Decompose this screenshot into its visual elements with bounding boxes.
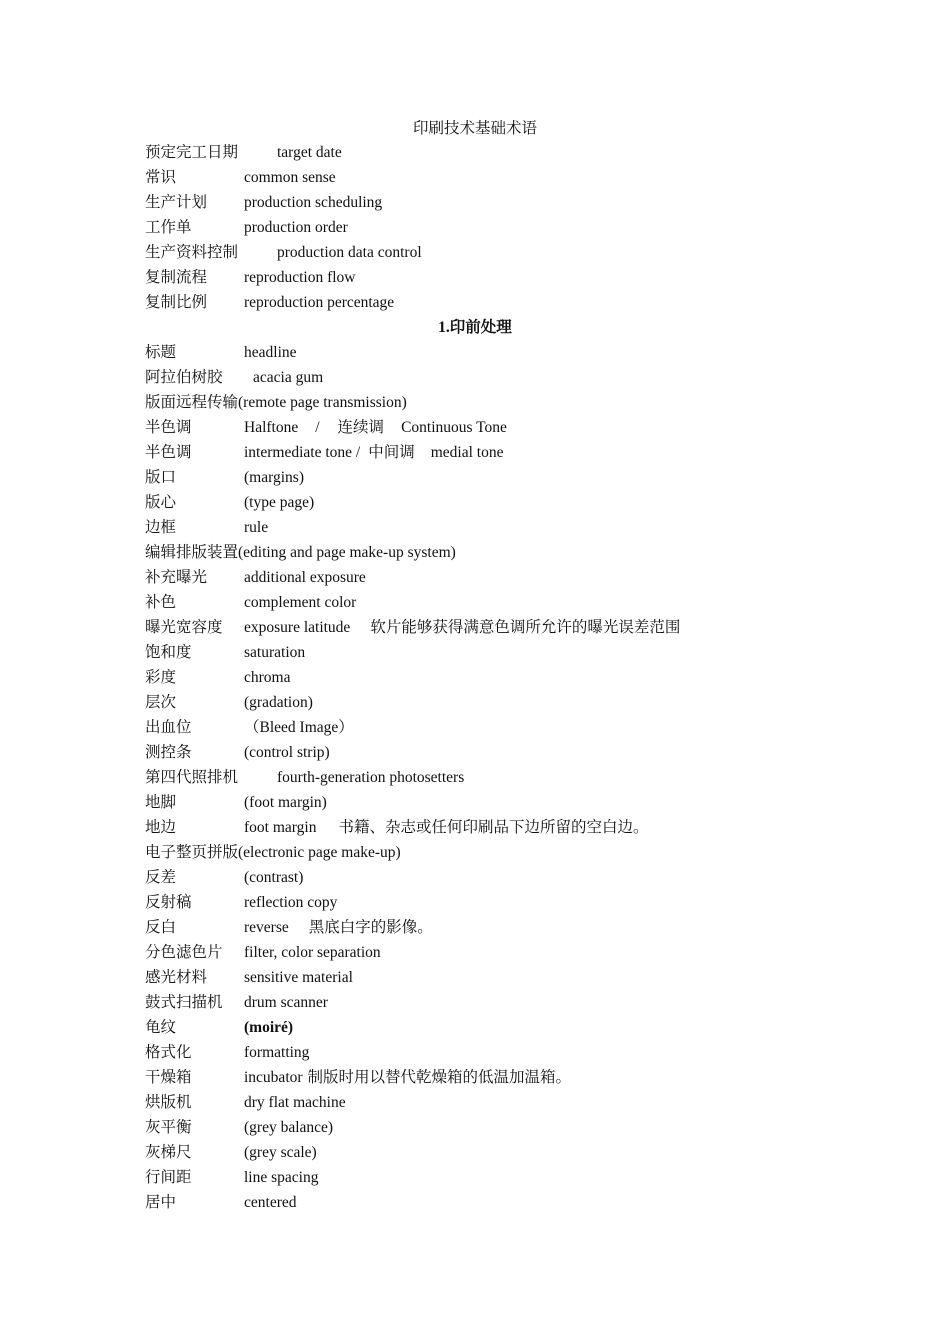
term-zh: 感光材料 — [145, 969, 208, 986]
term-row — [145, 1191, 297, 1215]
term-zh: 反射稿 — [145, 894, 192, 911]
term-zh: 半色调 — [145, 444, 192, 461]
term-en-alt: medial tone — [430, 444, 504, 461]
term-zh: 常识 — [145, 169, 177, 186]
term-row — [145, 216, 348, 240]
term-en: target date — [277, 144, 342, 161]
term-en: reverse — [244, 919, 289, 936]
term-zh: 出血位 — [145, 719, 192, 736]
term-en: (margins) — [244, 469, 304, 486]
term-row — [145, 1091, 346, 1115]
term-en: (foot margin) — [244, 794, 327, 811]
term-zh-alt: 连续调 — [337, 419, 385, 436]
term-zh: 复制流程 — [145, 269, 208, 286]
term-row — [145, 666, 290, 690]
term-zh: 半色调 — [145, 419, 192, 436]
term-zh: 版心 — [145, 494, 177, 511]
term-en: exposure latitude — [244, 619, 351, 636]
term-separator: / — [315, 419, 320, 436]
term-row — [145, 441, 503, 465]
document-title: 印刷技术基础术语 — [412, 120, 537, 137]
term-zh: 层次 — [145, 694, 177, 711]
term-en: complement color — [244, 594, 357, 611]
term-row — [145, 866, 303, 890]
term-en: foot margin — [244, 819, 317, 836]
term-row — [145, 266, 355, 290]
term-en: (electronic page make-up) — [238, 844, 401, 861]
term-zh: 工作单 — [145, 219, 192, 236]
term-en: dry flat machine — [244, 1094, 346, 1111]
term-note: 黑底白字的影像。 — [308, 919, 433, 936]
term-row — [145, 791, 327, 815]
term-row — [145, 1066, 571, 1090]
term-zh: 曝光宽容度 — [145, 619, 223, 636]
term-zh: 灰梯尺 — [145, 1144, 192, 1161]
term-en: fourth-generation photosetters — [277, 769, 465, 786]
term-row — [145, 291, 394, 315]
term-row — [145, 816, 648, 840]
term-en: (gradation) — [244, 694, 313, 711]
section-heading: 1.印前处理 — [438, 319, 512, 336]
term-row — [145, 491, 314, 515]
term-en: acacia gum — [253, 369, 324, 386]
term-zh: 地脚 — [145, 794, 177, 811]
term-zh: 电子整页拼版 — [145, 844, 239, 861]
term-en: sensitive material — [244, 969, 353, 986]
term-note: 软片能够获得满意色调所允许的曝光误差范围 — [370, 619, 681, 636]
term-en: (remote page transmission) — [238, 394, 407, 411]
term-zh: 第四代照排机 — [145, 769, 239, 786]
term-row — [145, 241, 422, 265]
term-zh: 生产计划 — [145, 194, 208, 211]
term-row — [145, 941, 381, 965]
term-zh: 编辑排版装置 — [145, 544, 239, 561]
term-en: saturation — [244, 644, 306, 661]
term-en: incubator — [244, 1069, 303, 1086]
term-row — [145, 1166, 318, 1190]
term-row — [145, 641, 305, 665]
term-zh: 居中 — [145, 1194, 177, 1211]
term-en: (control strip) — [244, 744, 330, 761]
term-zh: 生产资料控制 — [145, 244, 239, 261]
term-row — [145, 1141, 317, 1165]
term-row — [145, 1016, 293, 1040]
term-zh: 格式化 — [145, 1044, 192, 1061]
term-en: intermediate tone / — [244, 444, 361, 461]
term-en: headline — [244, 344, 297, 361]
term-row — [145, 566, 366, 590]
term-row — [145, 516, 268, 540]
term-row — [145, 191, 382, 215]
term-zh: 鼓式扫描机 — [145, 994, 223, 1011]
term-en: production order — [244, 219, 348, 236]
term-row — [145, 991, 328, 1015]
term-en: additional exposure — [244, 569, 366, 586]
term-zh: 复制比例 — [145, 294, 208, 311]
term-row — [145, 366, 323, 390]
term-row — [145, 691, 313, 715]
term-row — [145, 416, 507, 440]
term-row — [145, 966, 353, 990]
term-zh: 补充曝光 — [145, 569, 208, 586]
term-en: production scheduling — [244, 194, 383, 211]
term-row — [145, 591, 356, 615]
term-note: 书籍、杂志或任何印刷品下边所留的空白边。 — [338, 819, 649, 836]
term-row — [145, 1041, 309, 1065]
term-zh: 饱和度 — [145, 644, 192, 661]
term-en: formatting — [244, 1044, 310, 1061]
term-zh: 烘版机 — [145, 1094, 192, 1111]
term-row — [145, 741, 330, 765]
term-zh: 龟纹 — [145, 1019, 177, 1036]
term-zh: 版口 — [145, 469, 177, 486]
term-row — [145, 166, 336, 190]
term-en: Halftone — [244, 419, 299, 436]
term-en: (editing and page make-up system) — [238, 544, 456, 561]
term-zh: 反差 — [145, 869, 177, 886]
term-en: （Bleed Image） — [244, 719, 354, 736]
term-en: (moiré) — [244, 1019, 294, 1036]
term-en: (contrast) — [244, 869, 304, 886]
term-en-alt: Continuous Tone — [401, 419, 507, 436]
term-zh: 边框 — [145, 519, 177, 536]
term-row — [145, 541, 456, 565]
term-en: (type page) — [244, 494, 315, 511]
term-row — [145, 916, 433, 940]
term-en: line spacing — [244, 1169, 319, 1186]
term-en: chroma — [244, 669, 291, 686]
term-row — [145, 1116, 333, 1140]
term-zh: 行间距 — [145, 1169, 192, 1186]
term-en: common sense — [244, 169, 336, 186]
term-zh: 阿拉伯树胶 — [145, 369, 223, 386]
term-note: 制版时用以替代乾燥箱的低温加温箱。 — [307, 1069, 572, 1086]
term-zh: 补色 — [145, 594, 177, 611]
term-zh: 彩度 — [145, 669, 177, 686]
term-row — [145, 891, 337, 915]
term-zh: 反白 — [145, 919, 177, 936]
term-row — [145, 716, 354, 740]
term-zh-alt: 中间调 — [368, 444, 415, 461]
term-row — [145, 391, 407, 415]
term-zh: 标题 — [145, 344, 177, 361]
term-zh: 地边 — [145, 819, 177, 836]
term-en: reproduction percentage — [244, 294, 395, 311]
term-zh: 干燥箱 — [145, 1069, 192, 1086]
term-row — [145, 766, 464, 790]
term-row — [145, 841, 401, 865]
term-en: centered — [244, 1194, 297, 1211]
term-en: reproduction flow — [244, 269, 356, 286]
term-en: rule — [244, 519, 269, 536]
term-zh: 版面远程传输 — [145, 394, 239, 411]
term-row — [145, 616, 680, 640]
term-zh: 测控条 — [145, 744, 192, 761]
term-en: filter, color separation — [244, 944, 381, 961]
term-en: production data control — [277, 244, 422, 261]
term-en: (grey scale) — [244, 1144, 317, 1161]
term-en: reflection copy — [244, 894, 338, 911]
term-row — [145, 141, 342, 165]
term-zh: 预定完工日期 — [145, 144, 239, 161]
term-en: (grey balance) — [244, 1119, 334, 1136]
term-zh: 灰平衡 — [145, 1119, 192, 1136]
term-en: drum scanner — [244, 994, 328, 1011]
term-row — [145, 341, 297, 365]
term-row — [145, 466, 304, 490]
term-zh: 分色滤色片 — [145, 944, 223, 961]
